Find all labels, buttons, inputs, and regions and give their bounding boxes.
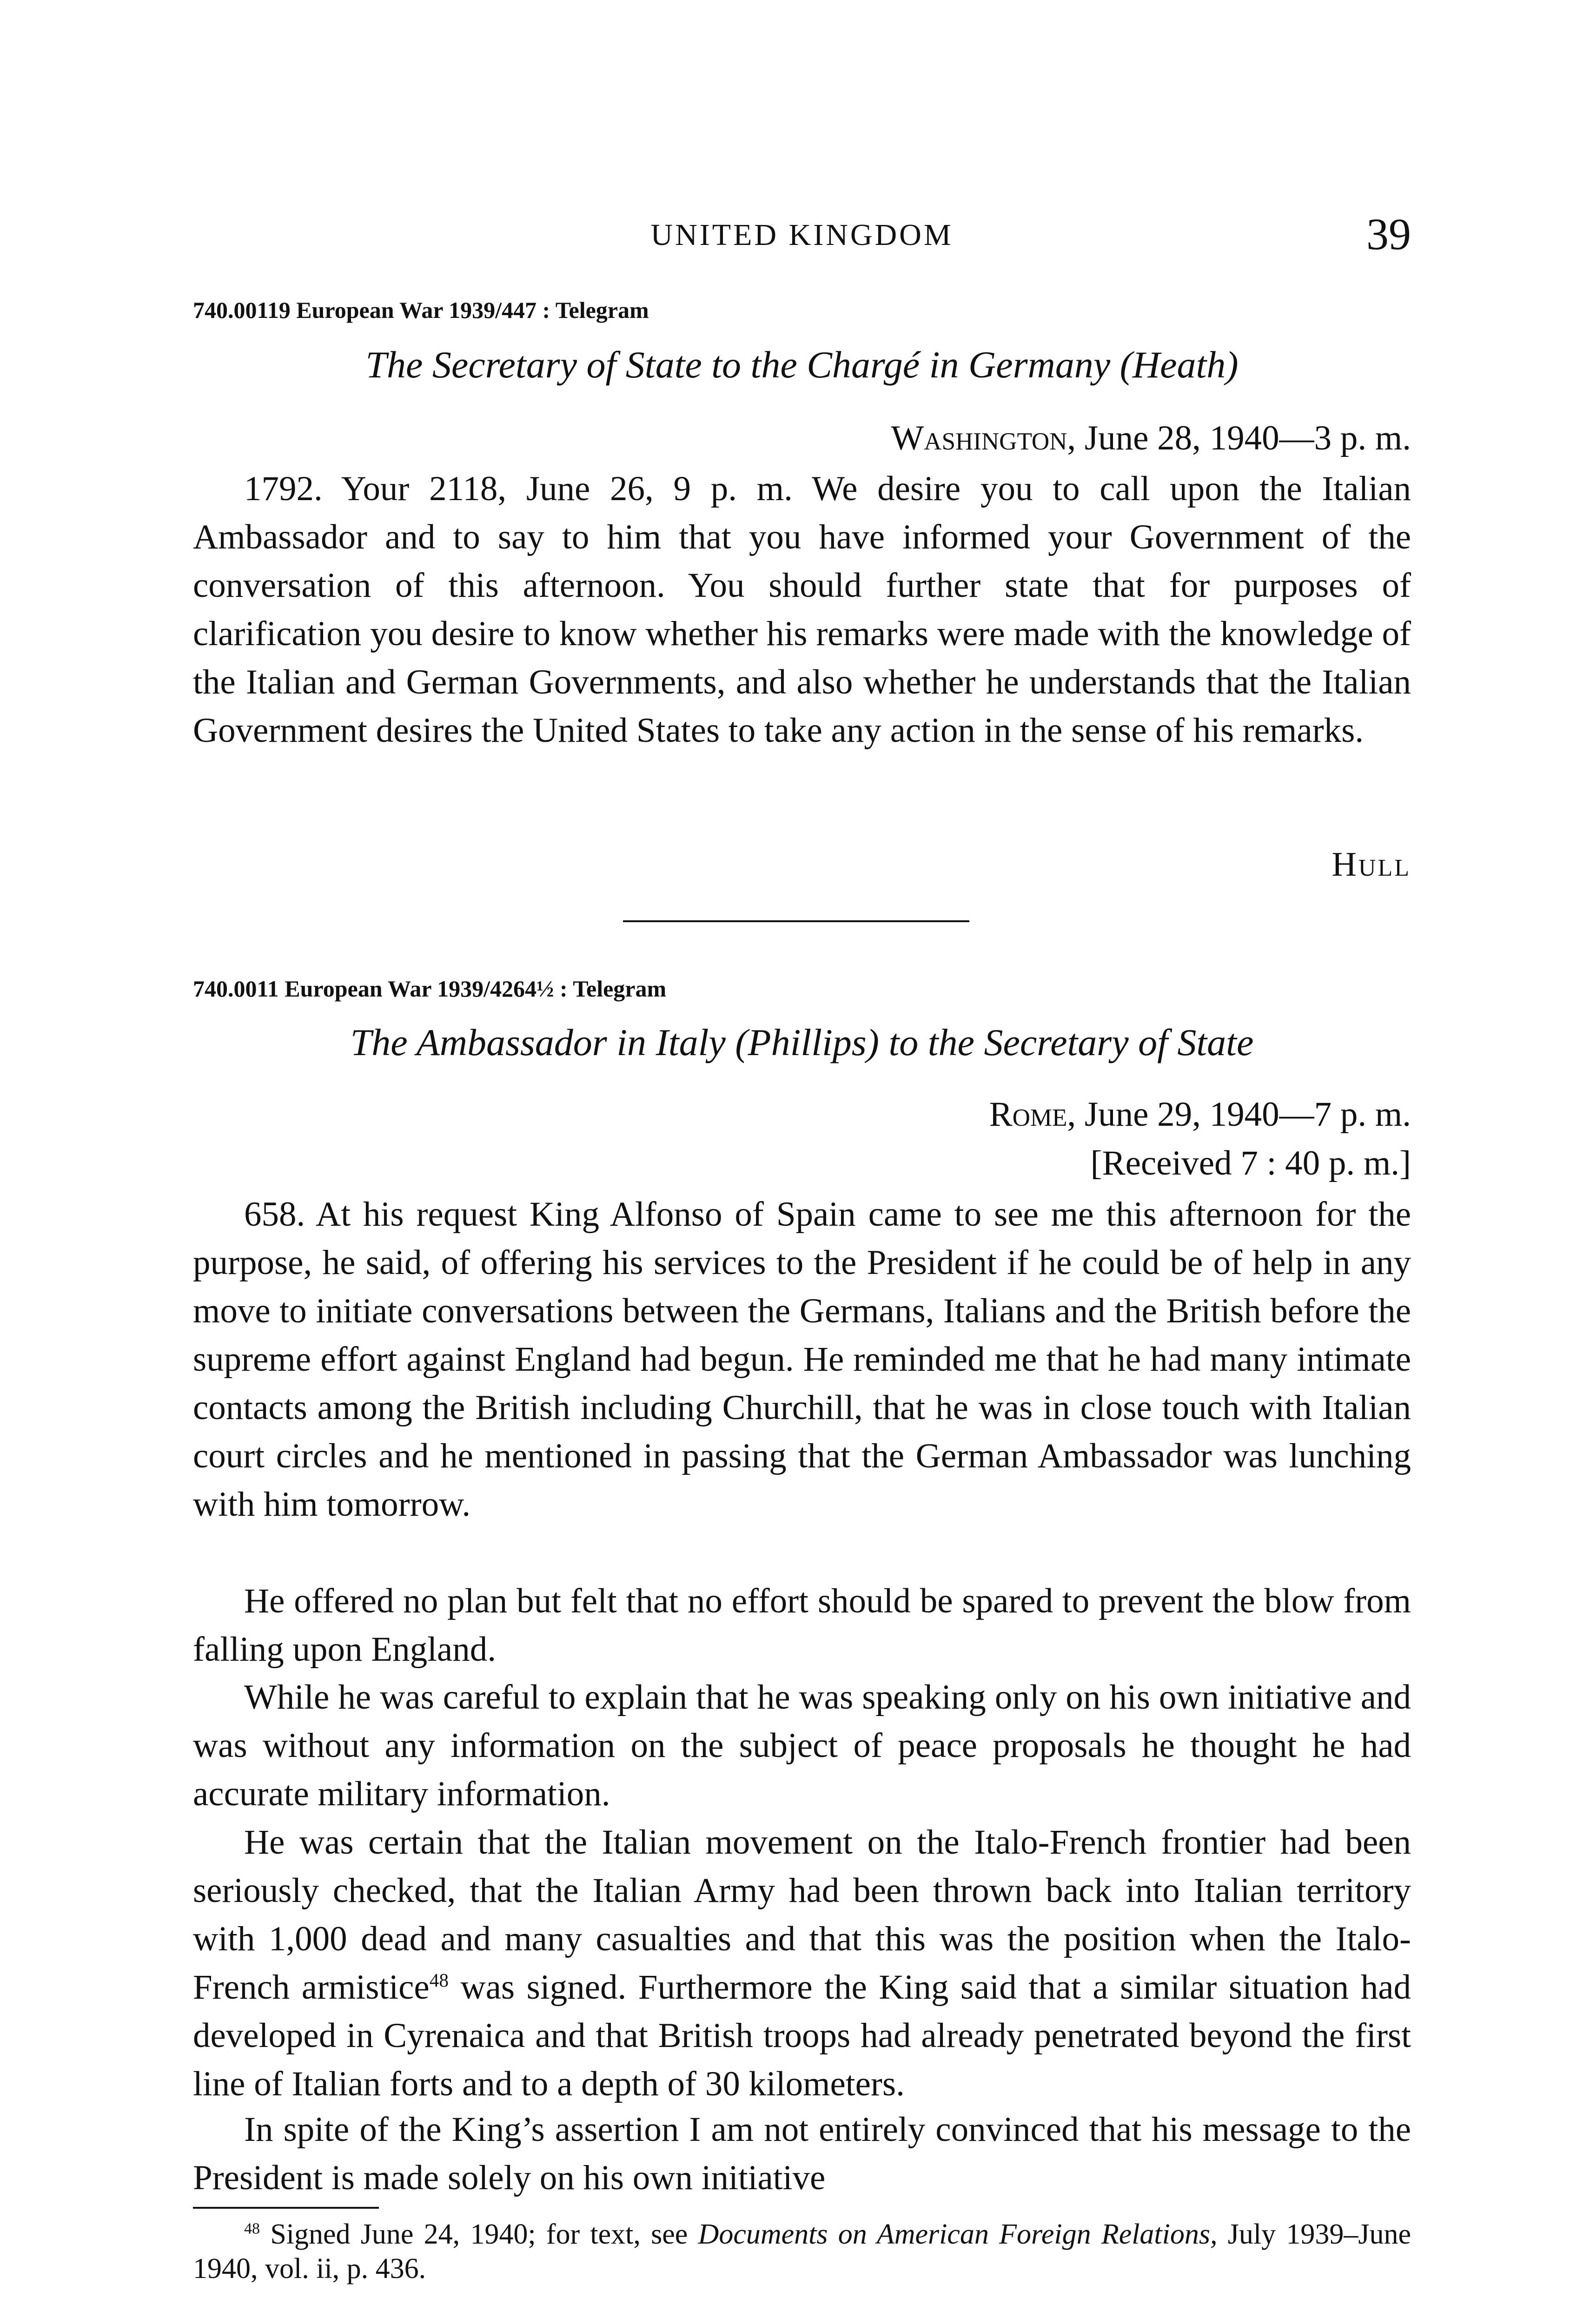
doc1-dateline bbox=[193, 418, 1411, 458]
running-head bbox=[193, 208, 1411, 259]
footnote-mark: 48 bbox=[244, 2220, 260, 2238]
doc1-signature: Hull bbox=[1332, 845, 1411, 884]
doc1-body: 1792. Your 2118, June 26, 9 p. m. We desire you to call upon the Italian Ambassador and to say to him that you have informed your Government of the conversation of this afternoon. You should further state that for purposes of clarification you desire to know whether his remarks were made with the knowledge of the Italian and German Governments, and also whether he understands that the Italian Government desires the United States to take any action in the sense of his remarks. bbox=[193, 469, 1411, 750]
section-divider bbox=[623, 920, 969, 922]
doc2-paragraph-3: While he was careful to explain that he was speaking only on his own initiative and was without any information on the subject of peace proposals he thought he had accurate military information. bbox=[193, 1678, 1411, 1813]
doc2-paragraph-4-text-a: He was certain that the Italian movement on the Italo-French frontier had been seriously checked, that the Italian Army had been thrown back into Italian territory with 1,000 dead and many casualties and that this was the position when the Italo-French armistice bbox=[193, 1823, 1411, 2007]
doc2-paragraph-1: 658. At his request King Alfonso of Spain came to see me this afternoon for the purpose, he said, of offering his services to the President if he could be of help in any move to initiate conversations between the Germans, Italians and the British before the supreme effort against England had begun. He reminded me that he had many intimate contacts among the British including Churchill, that he was in close touch with Italian court circles and he mentioned in passing that the German Ambassador was lunching with him tomorrow. bbox=[193, 1195, 1411, 1524]
footnote-48 bbox=[193, 2217, 1411, 2286]
doc2-dateline-place: Rome bbox=[989, 1095, 1067, 1134]
page-number: 39 bbox=[1366, 209, 1411, 259]
doc2-dateline-rest: , June 29, 1940—7 p. m. bbox=[1067, 1095, 1411, 1134]
running-head-title: UNITED KINGDOM bbox=[650, 218, 954, 252]
doc2-file-reference: 740.0011 European War 1939/4264½ : Telegram bbox=[193, 976, 667, 1002]
footnote-source-title: Documents on American Foreign Relations, bbox=[698, 2218, 1218, 2250]
doc2-paragraph-2: He offered no plan but felt that no effort should be spared to prevent the blow from falling upon England. bbox=[193, 1582, 1411, 1669]
doc2-paragraph-4 bbox=[193, 1818, 1411, 2108]
footnote-reference-48: 48 bbox=[429, 1969, 449, 1991]
doc1-dateline-rest: , June 28, 1940—3 p. m. bbox=[1067, 419, 1411, 457]
doc2-dateline bbox=[193, 1095, 1411, 1135]
doc2-paragraph-5: In spite of the King’s assertion I am not entirely convinced that his message to the President is made solely on his own initiative bbox=[193, 2110, 1411, 2197]
doc1-heading: The Secretary of State to the Chargé in Germany (Heath) bbox=[365, 343, 1239, 386]
doc2-received: [Received 7 : 40 p. m.] bbox=[1090, 1144, 1411, 1182]
footnote-rule bbox=[193, 2207, 379, 2209]
doc1-file-reference: 740.00119 European War 1939/447 : Telegram bbox=[193, 297, 649, 323]
doc2-paragraph-4-text-b: was signed. Furthermore the King said that a similar situation had developed in Cyrenaica and that British troops had already penetrated beyond the first line of Italian forts and to a depth of 30 kilometers. bbox=[193, 1968, 1411, 2103]
footnote-text-a: Signed June 24, 1940; for text, see bbox=[260, 2218, 698, 2250]
doc2-heading: The Ambassador in Italy (Phillips) to the Secretary of State bbox=[350, 1021, 1254, 1063]
footnote-text-b: July 1939–June 1940, vol. ii, p. 436. bbox=[193, 2218, 1411, 2284]
doc1-dateline-place: Washington bbox=[891, 419, 1067, 457]
